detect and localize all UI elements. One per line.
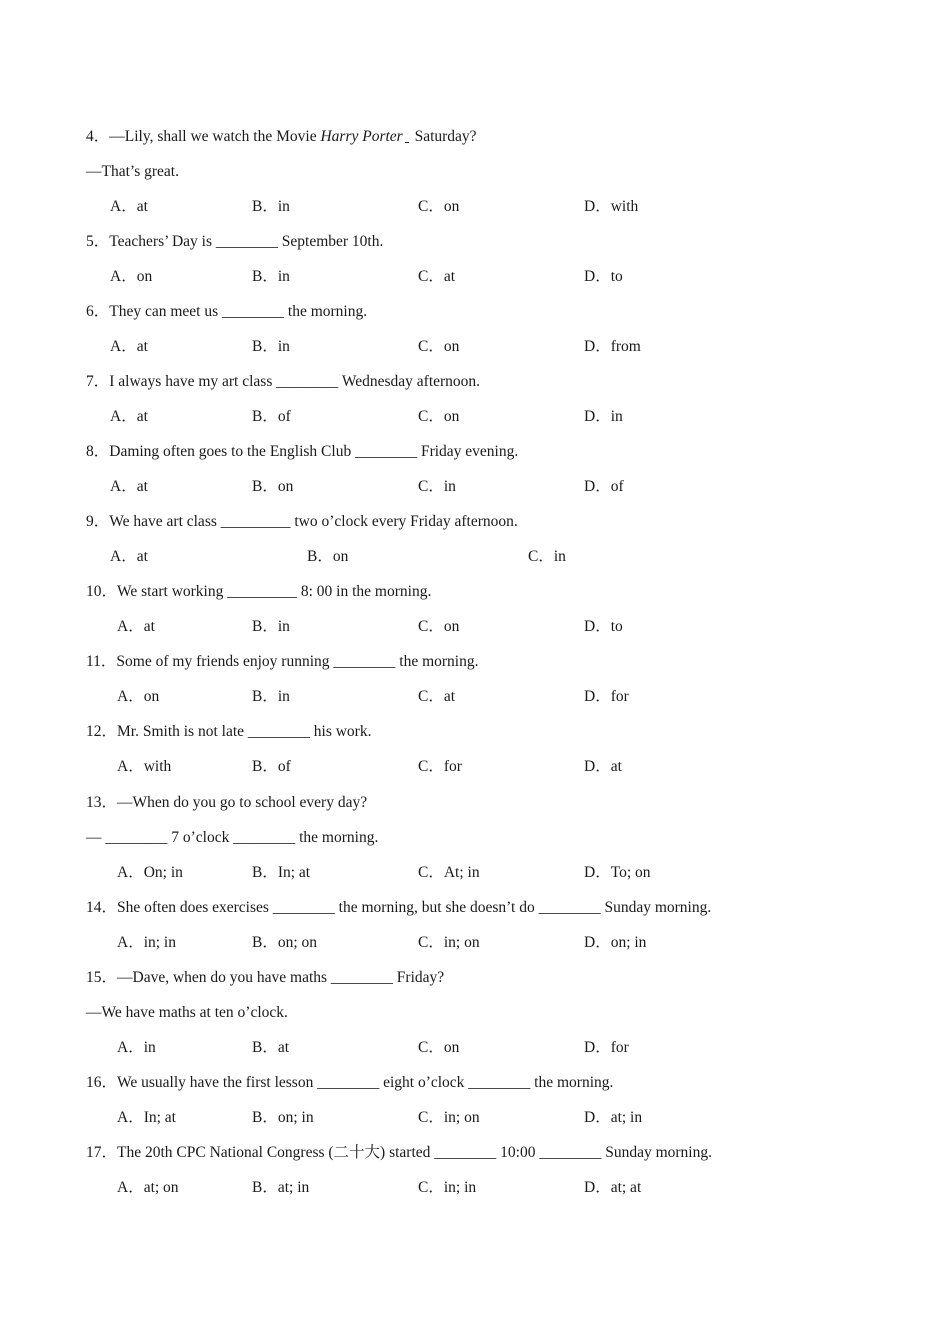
option-c: C．on (418, 618, 460, 635)
options-row-7 (0, 407, 950, 427)
option-b: B．in (252, 198, 290, 215)
option-c: C．on (418, 198, 460, 215)
option-a: A．at (110, 548, 148, 565)
option-a: A．at (110, 478, 148, 495)
option-c: C．in; on (418, 934, 480, 951)
options-row-4 (0, 197, 950, 217)
options-row-13 (0, 863, 950, 883)
option-d: D．on; in (584, 934, 647, 951)
option-d: D．to (584, 268, 623, 285)
option-a: A．on (110, 268, 153, 285)
option-a: A．In; at (117, 1109, 176, 1126)
question-11: 11．Some of my friends enjoy running ________ the morning. (86, 653, 479, 670)
question-13-reply: — ________ 7 o’clock ________ the morning. (86, 829, 379, 846)
question-16: 16．We usually have the first lesson ________ eight o’clock ________ the morning. (86, 1074, 614, 1091)
option-d: D．at; at (584, 1179, 642, 1196)
options-row-17 (0, 1178, 950, 1198)
option-c: C．in; on (418, 1109, 480, 1126)
question-17: 17．The 20th CPC National Congress (二十大) started ________ 10:00 ________ Sunday morning. (86, 1144, 712, 1161)
question-12: 12．Mr. Smith is not late ________ his work. (86, 723, 372, 740)
option-c: C．in (418, 478, 456, 495)
option-c: C．on (418, 408, 460, 425)
option-a: A．at; on (117, 1179, 179, 1196)
option-a: A．at (110, 338, 148, 355)
option-d: D．to (584, 618, 623, 635)
question-10: 10．We start working _________ 8: 00 in the morning. (86, 583, 432, 600)
option-b: B．in (252, 268, 290, 285)
question-13: 13．—When do you go to school every day? (86, 794, 368, 811)
option-b: B．in (252, 338, 290, 355)
option-a: A．at (110, 198, 148, 215)
options-row-12 (0, 757, 950, 777)
options-row-8 (0, 477, 950, 497)
option-a: A．with (117, 758, 172, 775)
option-c: C．At; in (418, 864, 480, 881)
option-d: D．at (584, 758, 622, 775)
options-row-16 (0, 1108, 950, 1128)
option-d: D．with (584, 198, 639, 215)
question-text-end: Saturday? (410, 128, 477, 145)
question-text: 4．—Lily, shall we watch the Movie (86, 128, 321, 145)
options-row-10 (0, 617, 950, 637)
option-c: C．on (418, 338, 460, 355)
question-7: 7．I always have my art class ________ Wednesday afternoon. (86, 373, 481, 390)
option-c: C．at (418, 688, 456, 705)
movie-title: Harry Porter (320, 128, 403, 145)
option-b: B．at; in (252, 1179, 310, 1196)
question-14: 14．She often does exercises ________ the morning, but she doesn’t do ________ Sunday morning. (86, 899, 712, 916)
option-a: A．in; in (117, 934, 176, 951)
option-b: B．on; in (252, 1109, 314, 1126)
options-row-6 (0, 337, 950, 357)
option-a: A．at (117, 618, 155, 635)
option-b: B．on; on (252, 934, 318, 951)
option-d: D．in (584, 408, 623, 425)
option-b: B．of (252, 408, 291, 425)
option-b: B．on (252, 478, 294, 495)
options-row-14 (0, 933, 950, 953)
option-c: C．at (418, 268, 456, 285)
question-4-reply: —That’s great. (86, 163, 179, 180)
option-c: C．for (418, 758, 462, 775)
options-row-9 (0, 547, 950, 567)
option-a: A．On; in (117, 864, 183, 881)
option-a: A．in (117, 1039, 156, 1056)
option-a: A．at (110, 408, 148, 425)
question-9: 9．We have art class _________ two o’clock every Friday afternoon. (86, 513, 518, 530)
option-b: B．at (252, 1039, 290, 1056)
option-b: B．on (307, 548, 349, 565)
options-row-11 (0, 687, 950, 707)
options-row-15 (0, 1038, 950, 1058)
option-d: D．at; in (584, 1109, 643, 1126)
option-d: D．for (584, 1039, 629, 1056)
option-b: B．in (252, 618, 290, 635)
question-6: 6．They can meet us ________ the morning. (86, 303, 368, 320)
option-b: B．In; at (252, 864, 311, 881)
option-d: D．for (584, 688, 629, 705)
option-d: D．To; on (584, 864, 651, 881)
question-15-reply: —We have maths at ten o’clock. (86, 1004, 288, 1021)
question-5: 5．Teachers’ Day is ________ September 10th. (86, 233, 384, 250)
option-c: C．in (528, 548, 566, 565)
option-c: C．in; in (418, 1179, 477, 1196)
option-b: B．of (252, 758, 291, 775)
option-d: D．of (584, 478, 624, 495)
option-c: C．on (418, 1039, 460, 1056)
question-4 (86, 127, 477, 147)
question-15: 15．—Dave, when do you have maths ________ Friday? (86, 969, 445, 986)
question-8: 8．Daming often goes to the English Club ________ Friday evening. (86, 443, 519, 460)
option-d: D．from (584, 338, 641, 355)
option-a: A．on (117, 688, 160, 705)
options-row-5 (0, 267, 950, 287)
answer-blank (405, 127, 409, 143)
option-b: B．in (252, 688, 290, 705)
